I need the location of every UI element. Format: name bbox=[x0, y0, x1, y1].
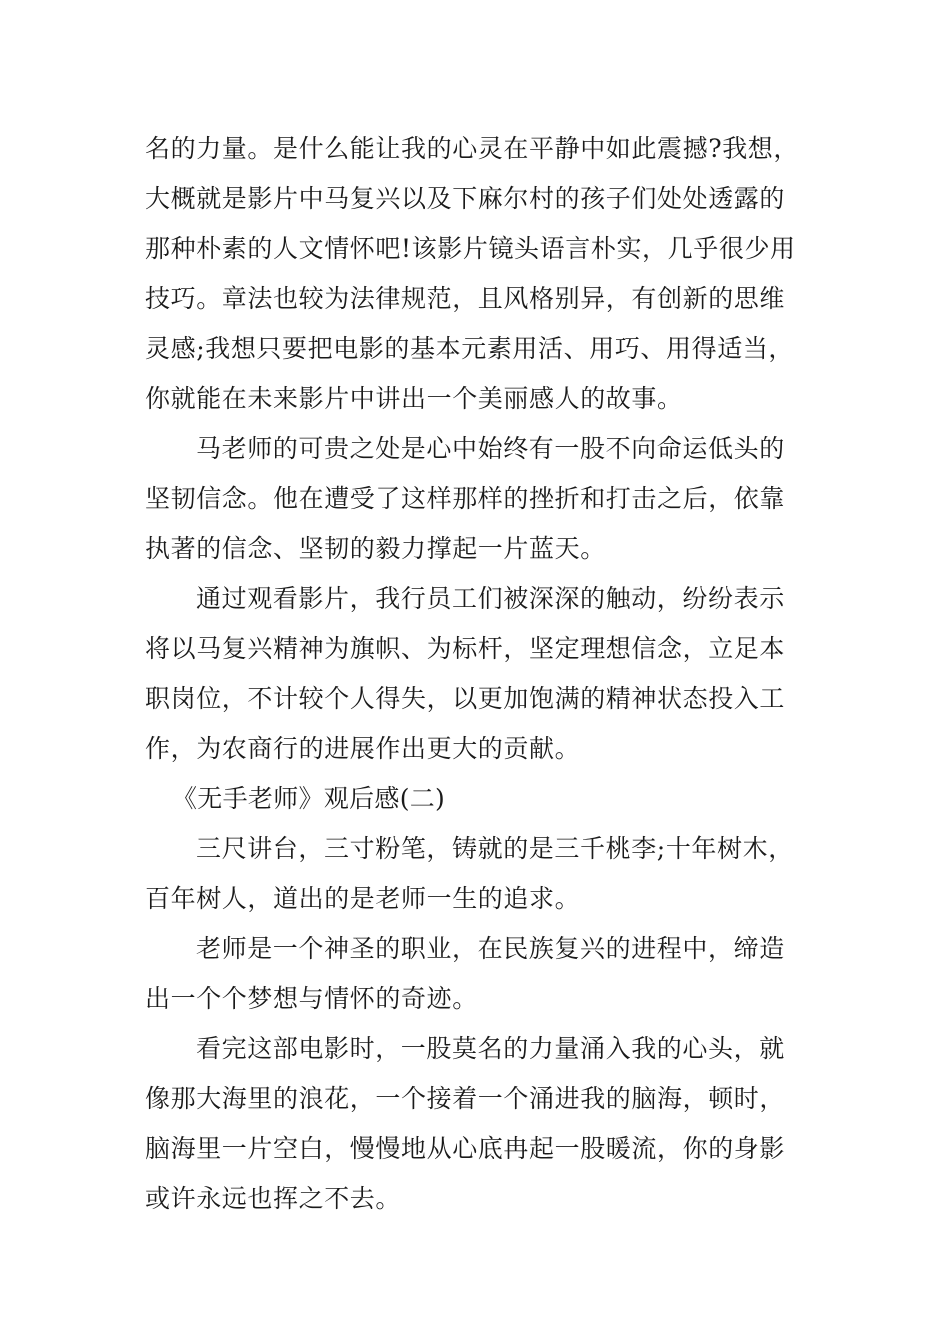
text-line: 出一个个梦想与情怀的奇迹。 bbox=[145, 984, 478, 1013]
text-line: 名的力量。是什么能让我的心灵在平静中如此震撼?我想， bbox=[145, 134, 800, 163]
text-line: 执著的信念、坚韧的毅力撑起一片蓝天。 bbox=[145, 534, 606, 563]
text-line: 或许永远也挥之不去。 bbox=[145, 1184, 402, 1213]
paragraph-first-line: 看完这部电影时，一股莫名的力量涌入我的心头，就 bbox=[196, 1034, 785, 1063]
text-line: 那种朴素的人文情怀吧!该影片镜头语言朴实，几乎很少用 bbox=[145, 234, 796, 263]
text-line: 百年树人，道出的是老师一生的追求。 bbox=[145, 884, 581, 913]
section-heading: 《无手老师》观后感(二) bbox=[172, 784, 446, 813]
text-line: 像那大海里的浪花，一个接着一个涌进我的脑海，顿时， bbox=[145, 1084, 786, 1113]
paragraph-first-line: 马老师的可贵之处是心中始终有一股不向命运低头的 bbox=[196, 434, 785, 463]
text-line: 脑海里一片空白，慢慢地从心底冉起一股暖流，你的身影 bbox=[145, 1134, 786, 1163]
text-line: 灵感;我想只要把电影的基本元素用活、用巧、用得适当， bbox=[145, 334, 795, 363]
text-line: 你就能在未来影片中讲出一个美丽感人的故事。 bbox=[145, 384, 683, 413]
text-line: 职岗位，不计较个人得失，以更加饱满的精神状态投入工 bbox=[145, 684, 786, 713]
paragraph-first-line: 老师是一个神圣的职业，在民族复兴的进程中，缔造 bbox=[196, 934, 785, 963]
text-line: 技巧。章法也较为法律规范，且风格别异，有创新的思维 bbox=[145, 284, 786, 313]
text-line: 作，为农商行的进展作出更大的贡献。 bbox=[145, 734, 581, 763]
text-line: 坚韧信念。他在遭受了这样那样的挫折和打击之后，依靠 bbox=[145, 484, 786, 513]
paragraph-first-line: 三尺讲台，三寸粉笔，铸就的是三千桃李;十年树木， bbox=[196, 834, 794, 863]
text-line: 将以马复兴精神为旗帜、为标杆，坚定理想信念，立足本 bbox=[145, 634, 786, 663]
text-line: 大概就是影片中马复兴以及下麻尔村的孩子们处处透露的 bbox=[145, 184, 786, 213]
paragraph-first-line: 通过观看影片，我行员工们被深深的触动，纷纷表示 bbox=[196, 584, 785, 613]
